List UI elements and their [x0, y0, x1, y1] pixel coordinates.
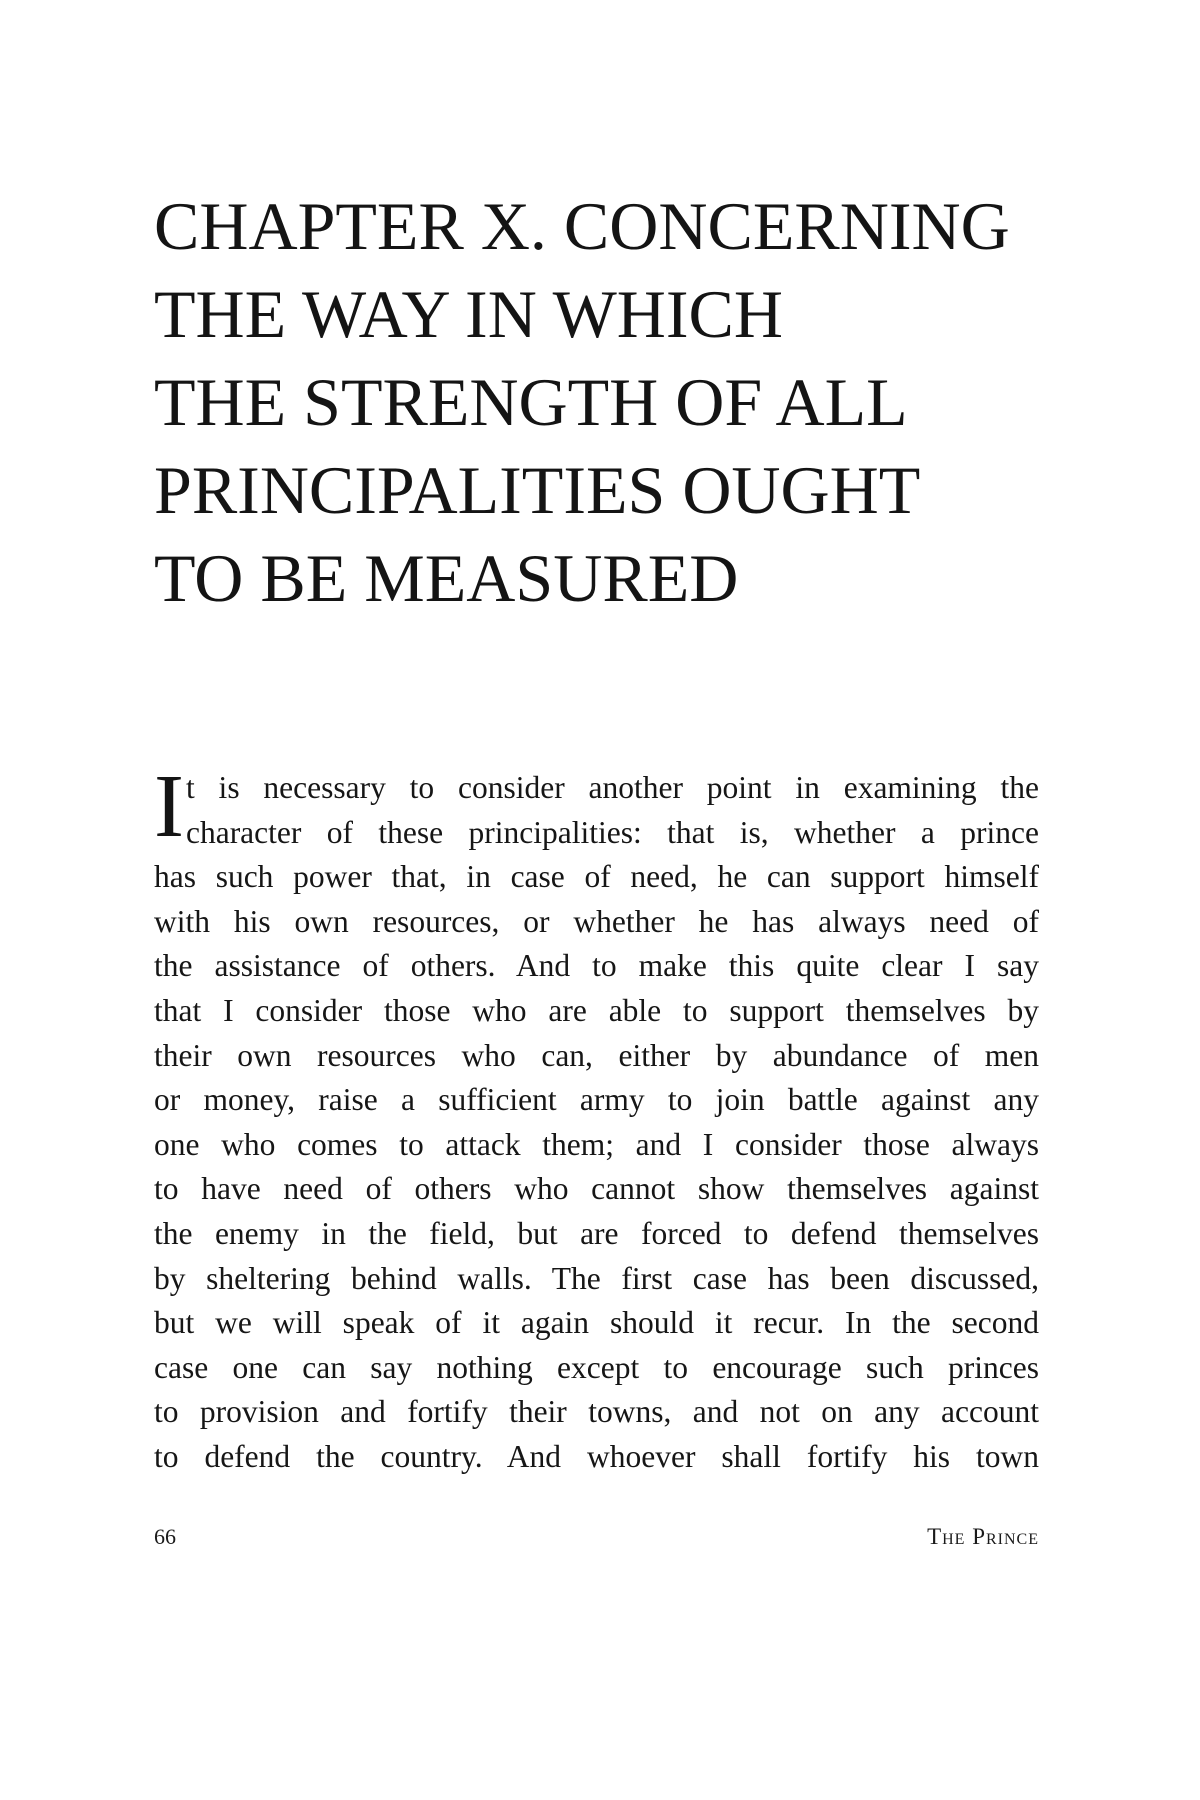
text-line: to defend the country. And whoever shall fortify his town	[154, 1438, 1039, 1474]
chapter-title	[154, 182, 1054, 622]
text-line: or money, raise a sufficient army to join battle against any	[154, 1082, 1039, 1118]
text-line: their own resources who can, either by abundance of men	[154, 1037, 1039, 1073]
body-paragraph	[154, 757, 1039, 1480]
text-line: to have need of others who cannot show themselves against	[154, 1171, 1039, 1207]
chapter-title-line: THE WAY IN WHICH	[154, 276, 783, 352]
chapter-title-line: THE STRENGTH OF ALL	[154, 364, 908, 440]
text-line: t is necessary to consider another point in examining the	[185, 770, 1039, 805]
text-line: case one can say nothing except to encourage such princes	[154, 1349, 1039, 1385]
text-line: but we will speak of it again should it recur. In the second	[154, 1305, 1039, 1341]
text-line: one who comes to attack them; and I consider those always	[154, 1126, 1039, 1162]
running-title: The Prince	[927, 1524, 1039, 1549]
text-line: by sheltering behind walls. The first case has been discussed,	[154, 1260, 1039, 1296]
text-line: has such power that, in case of need, he can support himself	[154, 859, 1039, 895]
chapter-title-line: TO BE MEASURED	[154, 540, 739, 616]
text-line: to provision and fortify their towns, and not on any account	[154, 1394, 1039, 1430]
chapter-title-line: PRINCIPALITIES OUGHT	[154, 452, 921, 528]
text-line: character of these principalities: that is, whether a prince	[185, 814, 1039, 850]
text-line: the assistance of others. And to make this quite clear I say	[154, 948, 1039, 984]
text-line: that I consider those who are able to support themselves by	[154, 992, 1039, 1028]
page-number: 66	[154, 1524, 176, 1549]
drop-cap: I	[154, 757, 184, 856]
text-line: with his own resources, or whether he has always need of	[154, 903, 1039, 939]
chapter-title-line: CHAPTER X. CONCERNING	[154, 188, 1010, 264]
text-line: the enemy in the field, but are forced to defend themselves	[154, 1215, 1039, 1251]
